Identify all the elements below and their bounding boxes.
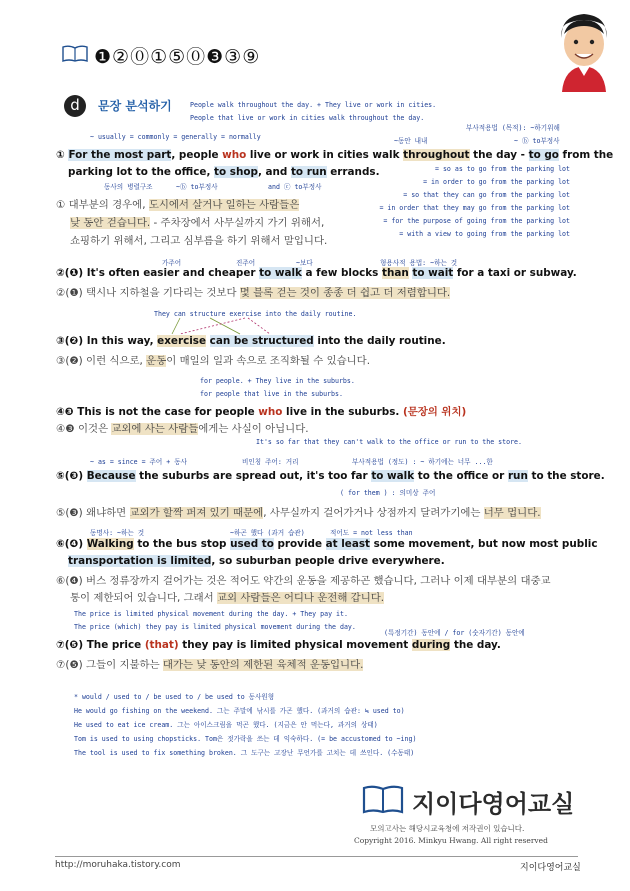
- note-usually: ~ usually = commonly = generally = normally: [90, 133, 261, 141]
- alt-line: = so as to go from the parking lot: [435, 165, 570, 173]
- note-parallel: 동사의 병렬구조: [104, 183, 153, 191]
- sentence-6-en: ⑥(❹) Walking to the bus stop used to provide at least some movement, but now most public: [56, 538, 598, 550]
- teacher-avatar: [548, 8, 620, 92]
- note-b-to: ~ⓑ to부정사: [176, 183, 218, 191]
- example-line: He used to eat ice cream. 그는 아이스크림을 먹곤 했다. (지금은 안 먹는다, 과거의 상태): [74, 721, 378, 729]
- sentence-7-en: ⑦(❺) The price (that) they pay is limited physical movement during the day.: [56, 639, 501, 651]
- sentence-7-ko: ⑦(❺) 그들이 지불하는 대가는 낮 동안의 제한된 육체적 운동입니다.: [56, 659, 364, 671]
- sentence-1-ko-line2: 낮 동안 걷습니다. - 주차장에서 사무실까지 가기 위해서,: [70, 217, 325, 229]
- note-c-to: and ⓒ to부정사: [268, 183, 322, 191]
- copyright-en: Copyright 2016. Minkyu Hwang. All right reserved: [354, 836, 548, 845]
- alt-line: = in order to go from the parking lot: [423, 178, 570, 186]
- example-line: * would / used to / be used to / be used to 동사원형: [74, 693, 275, 701]
- note-combine-4: for people that live in the suburbs.: [200, 390, 343, 398]
- lesson-code: ❶②⓪①⑤⓪❸③⑨: [94, 46, 261, 68]
- sentence-1-en: ① For the most part, people who live or work in cities walk throughout the day - to go from the: [56, 149, 614, 161]
- note-so-that: It's so far that they can't walk to the office or run to the store.: [256, 438, 522, 446]
- sentence-4-en: ④❸ This is not the case for people who live in the suburbs. (문장의 위치): [56, 406, 467, 418]
- note-than: ~보다: [296, 259, 313, 267]
- note-gerund: 동명사: ~하는 것: [90, 529, 145, 537]
- used-to-examples: [74, 690, 494, 760]
- note-combine-1: People walk throughout the day. + They live or work in cities.: [190, 101, 437, 109]
- logo-text: 지이다영어교실: [412, 790, 575, 818]
- note-at-least: 적어도 = not less than: [330, 529, 413, 537]
- note-combine-2: People that live or work in cities walk throughout the day.: [190, 114, 425, 122]
- note-active-voice: They can structure exercise into the daily routine.: [154, 310, 357, 318]
- book-icon: [62, 45, 88, 62]
- sentence-2-en: ②(❶) It's often easier and cheaper to walk a few blocks than to wait for a taxi or subway.: [56, 267, 577, 279]
- note-dummy-subject: 가주어: [162, 259, 182, 267]
- note-degree: 부사적용법 (정도) : ~ 하기에는 너무 ...한: [352, 458, 493, 466]
- note-during: (특정기간) 동안에 / for (숫자기간) 동안에: [384, 629, 525, 637]
- section-letter-badge: d: [64, 95, 86, 117]
- section-title: 문장 분석하기: [98, 99, 172, 113]
- note-throughout: ~동안 내내: [394, 137, 428, 145]
- sentence-4-ko: ④❸ 이것은 교외에 사는 사람들에게는 사실이 아닙니다.: [56, 423, 309, 435]
- note-real-subject: 진주어: [236, 259, 256, 267]
- note-adjectival: 형용사적 용법: ~하는 것: [380, 259, 458, 267]
- sentence-1-en-line2: parking lot to the office, to shop, and to run errands.: [68, 166, 380, 178]
- sentence-1-ko-line3: 쇼핑하기 위해서, 그리고 심부름을 하기 위해서 말입니다.: [70, 235, 328, 247]
- sentence-3-ko: ③(❷) 이런 식으로, 운동이 매일의 일과 속으로 조직화될 수 있습니다.: [56, 355, 371, 367]
- footer-divider: [55, 856, 578, 857]
- sentence-3-en: ③(❷) In this way, exercise can be structured into the daily routine.: [56, 335, 446, 347]
- alt-line: = with a view to going from the parking lot: [399, 230, 570, 238]
- example-line: He would go fishing on the weekend. 그는 주말에 낚시를 가곤 했다. (과거의 습관: ≒ used to): [74, 707, 405, 715]
- structure-arrows: [150, 316, 310, 336]
- example-line: The tool is used to fix something broken. 그 도구는 고장난 무언가를 고치는 데 쓰인다. (수동태): [74, 749, 415, 757]
- sentence-6-ko: ⑥(❹) 버스 정류장까지 걸어가는 것은 적어도 약간의 운동을 제공하곤 했습니다, 그러나 이제 대부분의 대중교: [56, 575, 551, 587]
- note-purpose: 부사적용법 (목적): ~하기위해: [466, 124, 560, 132]
- sentence-6-ko-line2: 통이 제한되어 있습니다, 그래서 교외 사람들은 어디나 운전해 갑니다.: [70, 592, 385, 604]
- logo-book-icon: [362, 784, 404, 814]
- alt-line: = in order that they may go from the parking lot: [379, 204, 570, 212]
- note-combine-5: The price is limited physical movement during the day. + They pay it.: [74, 610, 348, 618]
- note-impersonal: 비인칭 주어: 거리: [242, 458, 299, 466]
- footer-url-link[interactable]: http://moruhaka.tistory.com: [55, 860, 181, 870]
- example-line: Tom is used to using chopsticks. Tom은 젓가락을 쓰는 데 익숙하다. (= be accustomed to ~ing): [74, 735, 417, 743]
- note-used-to: ~하곤 했다 (과거 습관): [230, 529, 305, 537]
- note-for-them: ( for them ) : 의미상 주어: [340, 489, 436, 497]
- copyright-ko: 모의고사는 해당시교육청에 저작권이 있습니다.: [370, 824, 525, 833]
- note-combine-3: for people. + They live in the suburbs.: [200, 377, 355, 385]
- sentence-2-ko: ②(❶) 택시나 지하철을 기다리는 것보다 몇 블록 걷는 것이 종종 더 쉽고 더 저렴합니다.: [56, 287, 451, 299]
- alt-line: = for the purpose of going from the parking lot: [383, 217, 570, 225]
- alt-line: = so that they can go from the parking lot: [403, 191, 570, 199]
- note-to-infinitive: ~ ⓑ to부정사: [514, 137, 560, 145]
- sentence-5-ko: ⑤(❸) 왜냐하면 교외가 할짝 퍼져 있기 때문에, 사무실까지 걸어가거나 상점까지 달려가기에는 너무 멉니다.: [56, 507, 541, 519]
- purpose-alternatives: [360, 163, 570, 241]
- note-combine-6: The price (which) they pay is limited physical movement during the day.: [74, 623, 356, 631]
- sentence-5-en: ⑤(❸) Because the suburbs are spread out, it's too far to walk to the office or run to the store.: [56, 470, 605, 482]
- sentence-1-ko: ① 대부분의 경우에, 도시에서 살거나 일하는 사람들은: [56, 199, 300, 211]
- note-because: ~ as = since = 주어 + 동사: [90, 458, 187, 466]
- sentence-6-en-line2: transportation is limited, so suburban people drive everywhere.: [68, 555, 445, 567]
- footer-brand: 지이다영어교실: [520, 863, 581, 873]
